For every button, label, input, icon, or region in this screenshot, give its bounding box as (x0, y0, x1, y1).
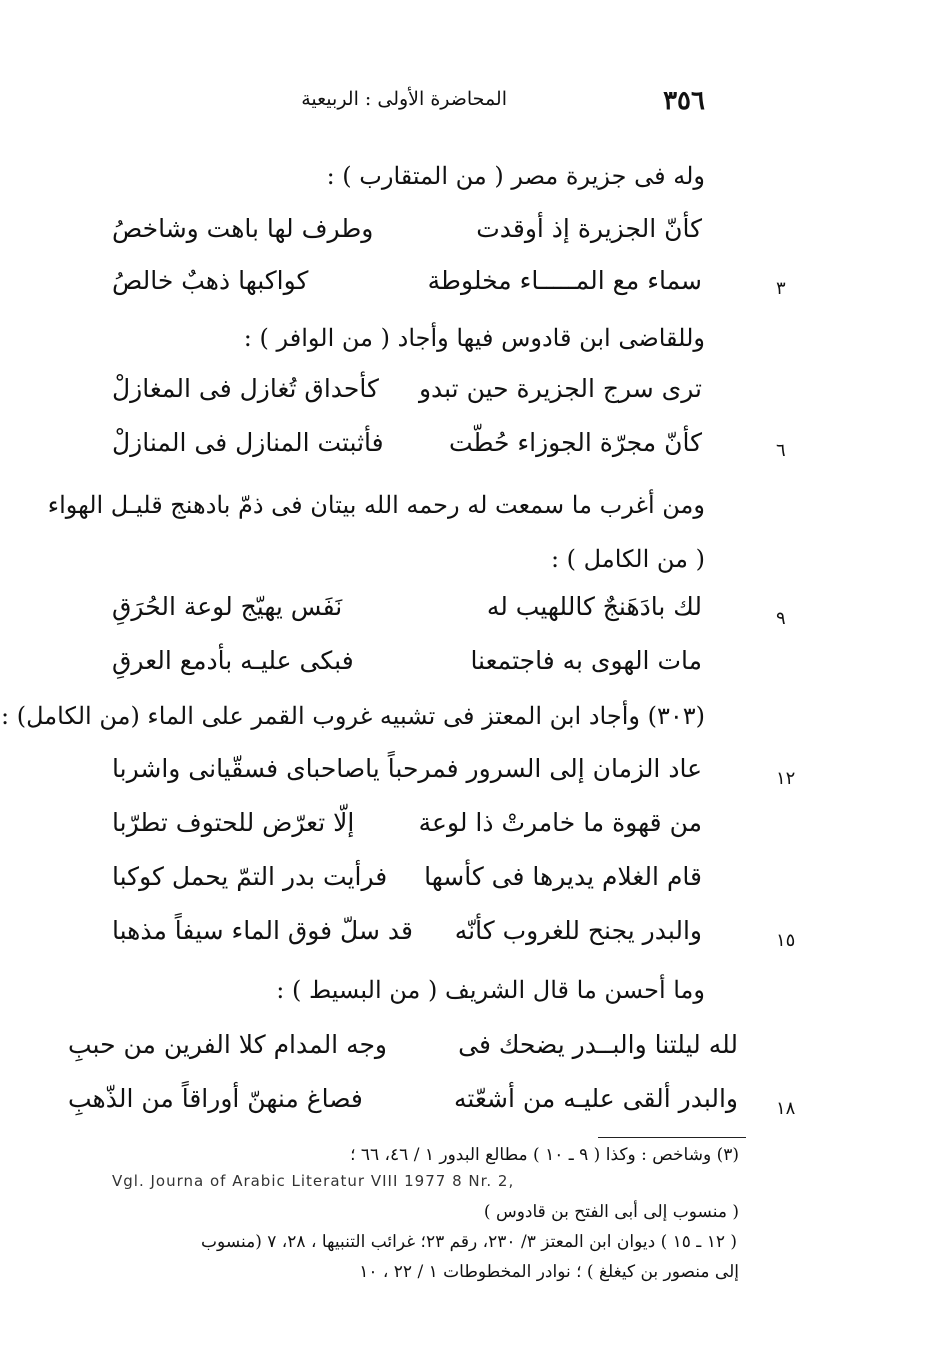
verse-first-hemistich: ترى سرج الجزيرة حين تبدو (418, 374, 702, 403)
verse-first-hemistich: كأنّ مجرّة الجوزاء حُطّت (448, 428, 702, 457)
footnote-line: ( منسوب إلى أبى الفتح بن قادوس ) (483, 1202, 739, 1222)
footnote-line: إلى منصور بن كيغلغ ) ؛ نوادر المخطوطات ١ / ٢٢ ، ١٠ (359, 1262, 739, 1282)
verse-first-hemistich: كأنّ الجزيرة إذ أوقدت (476, 214, 702, 243)
footnote-rule (598, 1137, 746, 1138)
verse-second-hemistich: فبكى عليـه بأدمع العرقِ (112, 646, 354, 675)
verse-line (112, 916, 702, 956)
verse-first-hemistich: سماء مع المـــــاء مخلوطة (427, 266, 702, 295)
verse-number: ٣ (776, 278, 786, 299)
running-title: المحاضرة الأولى : الربيعية (301, 88, 507, 110)
verse-line (68, 1030, 738, 1070)
verse-second-hemistich: وطرف لها باهت وشاخصُ (112, 214, 374, 243)
verse-number: ١٨ (776, 1098, 796, 1119)
prose-line: وله فى جزيرة مصر ( من المتقارب ) : (326, 162, 705, 190)
verse-number: ١٢ (776, 768, 796, 789)
verse-first-hemistich: والبدر يجنح للغروب كأنّه (454, 916, 702, 945)
verse-line (112, 592, 702, 632)
verse-first-hemistich: لك بادَهَنجٌ كاللهيب له (486, 592, 702, 621)
page-number: ٣٥٦ (663, 86, 705, 116)
verse-line (112, 266, 702, 306)
verse-second-hemistich: كأحداق تُغازل فى المغازلْ (112, 374, 379, 403)
verse-line (112, 862, 702, 902)
verse-line (112, 646, 702, 686)
verse-first-hemistich: لله ليلتنا والبــدر يضحك فى (458, 1030, 738, 1059)
verse-second-hemistich: وجه المدام كلا الفرين من حببِ (68, 1030, 388, 1059)
prose-paragraph: ومن أغرب ما سمعت له رحمه الله بيتان فى ذمّ بادهنج قليـل الهواء ( من الكامل ) : (47, 491, 705, 573)
verse-second-hemistich: قد سلّ فوق الماء سيفاً مذهبا (112, 916, 413, 945)
verse-second-hemistich: فصاغ منهنّ أوراقاً من الذّهبِ (68, 1084, 363, 1113)
verse-second-hemistich: فرأيت بدر التمّ يحمل كوكبا (112, 862, 388, 891)
verse-first-hemistich: مات الهوى به فاجتمعنا (470, 646, 702, 675)
verse-number: ٩ (776, 608, 786, 629)
footnote-line: (٣) وشاخص : وكذا ( ٩ ـ ١٠ ) مطالع البدور ١ / ٤٦، ٦٦ ؛ (350, 1145, 739, 1165)
verse-second-hemistich: كواكبها ذهبٌ خالصُ (112, 266, 309, 295)
verse-first-hemistich: عاد الزمان إلى السرور فمرحباً (387, 754, 702, 783)
verse-second-hemistich: فأثبتت المنازل فى المنازلْ (112, 428, 384, 457)
verse-number: ٦ (776, 440, 786, 461)
verse-number: ١٥ (776, 930, 796, 951)
verse-line (112, 214, 702, 254)
verse-line (68, 1084, 738, 1124)
verse-first-hemistich: والبدر ألقى عليـه من أشعّته (454, 1084, 738, 1113)
verse-line (112, 428, 702, 468)
prose-line: (٣٠٣) وأجاد ابن المعتز فى تشبيه غروب القمر على الماء (من الكامل) : (1, 702, 705, 730)
verse-first-hemistich: من قهوة ما خامرتْ ذا لوعة (418, 808, 702, 837)
footnote-line-latin: Vgl. Journa of Arabic Literatur VIII 1977 8 Nr. 2, (112, 1172, 515, 1190)
footnote-line: ( ١٢ ـ ١٥ ) ديوان ابن المعتز ٣/ ٢٣٠، رقم ٢٣؛ غرائب التنبيها ، ٢٨، ٧ (منسوب (201, 1232, 737, 1252)
verse-second-hemistich: إلّا تعرّض للحتوف تطرّبا (112, 808, 355, 837)
prose-line: وللقاضى ابن قادوس فيها وأجاد ( من الوافر ) : (243, 324, 705, 352)
verse-first-hemistich: قام الغلام يديرها فى كأسها (424, 862, 702, 891)
verse-line (112, 374, 702, 414)
prose-line: وما أحسن ما قال الشريف ( من البسيط ) : (276, 976, 705, 1004)
verse-second-hemistich: نَفَس يهيّج لوعة الحُرَقِ (112, 592, 343, 621)
verse-line (112, 808, 702, 848)
verse-second-hemistich: ياصاحباى فسقّيانى واشربا (112, 754, 380, 783)
verse-line (112, 754, 702, 794)
